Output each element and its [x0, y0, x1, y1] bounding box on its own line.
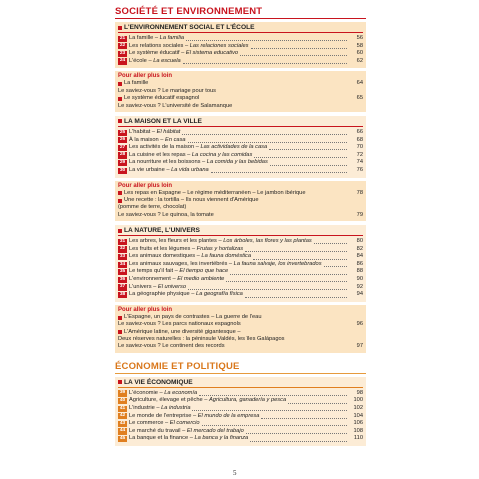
chapter-title: L'ENVIRONNEMENT SOCIAL ET L'ÉCOLE: [124, 24, 255, 31]
chapter-number-badge: 41: [119, 405, 126, 411]
toc-entry[interactable]: [118, 35, 363, 43]
dot-leader: [240, 51, 347, 56]
entry-title-fr: L'économie: [129, 389, 158, 396]
page-ref: 79: [356, 211, 363, 218]
entry-title-es: El hábitat: [156, 128, 181, 135]
more-item[interactable]: [118, 197, 363, 204]
entry-title-es: La cocina y las comidas: [191, 151, 253, 158]
chapter-number-badge: 29: [119, 160, 126, 166]
entry-title-es: El sistema educativo: [185, 50, 239, 57]
page-ref: 96: [356, 321, 363, 328]
chapter-title: LA MAISON ET LA VILLE: [124, 117, 202, 125]
toc-entry[interactable]: [118, 129, 363, 137]
page-ref: 74: [356, 159, 363, 166]
chapter-number-badge: 27: [119, 144, 126, 150]
page-ref: 80: [356, 238, 363, 245]
toc-entry[interactable]: [118, 291, 363, 299]
entry-title: L'industrie – La industria: [129, 404, 191, 411]
chapter-box-economy: [115, 377, 366, 446]
toc-entry[interactable]: [118, 144, 363, 152]
square-icon: [118, 26, 122, 30]
page-ref: 104: [353, 412, 363, 419]
chapter-box-social: [115, 22, 366, 68]
entry-title-fr: À la maison: [129, 136, 159, 143]
entry-title: Le monde de l'entreprise – El mundo de la empresa: [129, 412, 260, 419]
page-ref: 84: [356, 253, 363, 260]
toc-entry[interactable]: [118, 428, 363, 436]
entry-title-es: Agricultura, ganadería y pesca: [209, 397, 287, 404]
more-title: Pour aller plus loin: [118, 182, 173, 189]
square-icon: [118, 229, 122, 233]
entry-title: Agriculture, élevage et pêche – Agricultura, ganadería y pesca: [129, 397, 287, 404]
entry-title-fr: Le commerce: [129, 420, 164, 427]
more-item-text: Les repas en Espagne – Le régime méditerranéen – Le jambon ibérique: [124, 189, 306, 196]
entry-title: L'environnement – El medio ambiente: [129, 276, 225, 283]
toc-entry[interactable]: [118, 261, 363, 269]
toc-entry[interactable]: [118, 390, 363, 398]
chapter-number-badge: 35: [119, 269, 126, 275]
page-ref: 72: [356, 151, 363, 158]
toc-entry[interactable]: [118, 276, 363, 284]
entry-title: Les animaux domestiques – La fauna doméstica: [129, 253, 252, 260]
entry-title: La banque et la finance – La banca y la finanza: [129, 435, 249, 442]
entry-title-fr: L'habitat: [129, 128, 151, 135]
toc-entry[interactable]: [118, 167, 363, 175]
page-ref: 106: [353, 420, 363, 427]
more-item-text: Le système éducatif espagnol: [124, 95, 200, 102]
chapter-number-badge: 42: [119, 413, 126, 419]
entry-title-fr: Le marché du travail: [129, 427, 181, 434]
toc-entry[interactable]: [118, 50, 363, 58]
entry-title: Les activités de la maison – Las actividades de la casa: [129, 144, 268, 151]
entry-title-fr: La banque et la finance: [129, 435, 189, 442]
chapter-number-badge: 26: [119, 137, 126, 143]
entry-title: L'école – La escuela: [129, 57, 181, 64]
entry-title: La famille – La familia: [129, 35, 185, 41]
dot-leader: [254, 153, 347, 158]
page-ref: 78: [356, 189, 363, 196]
entry-title-es: La economía: [164, 389, 198, 396]
chapter-number-badge: 23: [119, 50, 126, 56]
chapter-number-badge: 39: [119, 390, 126, 396]
page-ref: 58: [356, 42, 363, 49]
chapter-number-badge: 45: [119, 436, 126, 442]
dot-leader: [182, 130, 347, 135]
entry-title-fr: Le système éducatif: [129, 50, 180, 57]
dot-leader: [269, 145, 347, 150]
chapter-box-nature: [115, 225, 366, 302]
entry-title-es: El mundo de la empresa: [197, 412, 260, 419]
entry-title-fr: L'industrie: [129, 404, 155, 411]
chapter-number-badge: 43: [119, 420, 126, 426]
chapter-number-badge: 22: [119, 43, 126, 49]
more-item-text: (pomme de terre, chocolat): [118, 204, 187, 211]
page-ref: 98: [356, 389, 363, 396]
entry-title: L'univers – El universo: [129, 283, 187, 290]
page-ref: 64: [356, 80, 363, 87]
entry-title-es: La fauna doméstica: [201, 253, 252, 260]
page-ref: 97: [356, 343, 363, 350]
entry-title: Les animaux sauvages, les invertébrés – La fauna salvaje, los invertebrados: [129, 260, 322, 267]
chapter-number-badge: 44: [119, 428, 126, 434]
dot-leader: [324, 262, 347, 267]
entry-title: La géographie physique – La geografía física: [129, 291, 243, 298]
chapter-box-house: [115, 116, 366, 178]
entry-title-fr: La vie urbaine: [129, 166, 165, 173]
bullet-square-icon: [118, 330, 122, 334]
toc-entry[interactable]: [118, 253, 363, 261]
entry-title: Le commerce – El comercio: [129, 420, 200, 427]
more-item[interactable]: [118, 336, 363, 343]
more-item-text: Une recette : la tortilla – Ils nous viennent d'Amérique: [124, 196, 259, 203]
page-ref: 102: [353, 404, 363, 411]
entry-title-es: La fauna salvaje, los invertebrados: [233, 260, 322, 267]
dot-leader: [226, 277, 347, 282]
dot-leader: [192, 406, 347, 411]
more-item-text: L'Espagne, un pays de contrastes – La guerre de l'eau: [124, 313, 262, 320]
chapter-heading: [118, 227, 363, 236]
chapter-heading: [118, 24, 363, 33]
page-ref: 108: [353, 427, 363, 434]
entry-title-es: La banca y la finanza: [194, 435, 249, 442]
entry-title-es: El medio ambiente: [177, 276, 225, 283]
entry-title-fr: La nourriture et les boissons: [129, 159, 201, 166]
page-ref: 56: [356, 35, 363, 41]
entry-title: Les relations sociales – Las relaciones sociales: [129, 42, 249, 49]
dot-leader: [230, 270, 347, 275]
page-ref: 86: [356, 260, 363, 267]
chapter-number-badge: 28: [119, 152, 126, 158]
more-title: Pour aller plus loin: [118, 73, 173, 80]
entry-title: Le marché du travail – El mercado del trabajo: [129, 427, 244, 434]
entry-title-es: Las actividades de la casa: [200, 144, 268, 151]
toc-entry[interactable]: [118, 268, 363, 276]
chapter-number-badge: 37: [119, 284, 126, 290]
entry-title: La nourriture et les boissons – La comida y las bebidas: [129, 159, 268, 166]
entry-title-fr: Le temps qu'il fait: [129, 268, 174, 275]
more-item[interactable]: [118, 212, 363, 219]
entry-title: La vie urbaine – La vida urbana: [129, 166, 209, 173]
more-item-text: La famille: [124, 80, 149, 87]
toc-entry[interactable]: [118, 435, 363, 443]
toc-entry[interactable]: [118, 159, 363, 167]
entry-title-fr: L'univers: [129, 283, 152, 290]
dot-leader: [251, 44, 347, 49]
square-icon: [118, 119, 122, 123]
entry-title: Le temps qu'il fait – El tiempo que hace: [129, 268, 229, 275]
more-box-house: [115, 181, 366, 222]
page-ref: 100: [353, 397, 363, 404]
dot-leader: [245, 293, 347, 298]
more-box-social: [115, 71, 366, 112]
page-ref: 88: [356, 268, 363, 275]
more-item[interactable]: [118, 103, 363, 110]
chapter-number-badge: 36: [119, 276, 126, 282]
more-item[interactable]: [118, 80, 363, 87]
more-title: Pour aller plus loin: [118, 306, 173, 313]
entry-title-fr: Le monde de l'entreprise: [129, 412, 192, 419]
dot-leader: [250, 437, 347, 442]
entry-title-es: Frutas y hortalizas: [196, 245, 244, 252]
entry-title-es: La familia: [159, 35, 185, 41]
toc-entry[interactable]: [118, 58, 363, 66]
chapter-number-badge: 34: [119, 261, 126, 267]
bullet-square-icon: [118, 199, 122, 203]
page-ref: 82: [356, 245, 363, 252]
entry-title-es: La comida y las bebidas: [206, 159, 268, 166]
dot-leader: [245, 247, 347, 252]
entry-title-es: En casa: [165, 136, 186, 143]
entry-title-es: Las relaciones sociales: [189, 42, 249, 49]
more-item[interactable]: [118, 190, 363, 197]
entry-title-es: El mercado del trabajo: [186, 427, 244, 434]
entry-title: Les arbres, les fleurs et les plantes – Los árboles, las flores y las plantas: [129, 238, 312, 245]
chapter-heading: [118, 379, 363, 388]
page-ref: 94: [356, 291, 363, 298]
more-item-text: L'Amérique latine, une diversité gigantesque –: [124, 328, 241, 335]
entry-title-fr: Les animaux domestiques: [129, 253, 196, 260]
entry-title-es: La vida urbana: [171, 166, 209, 173]
dot-leader: [246, 429, 347, 434]
square-icon: [118, 380, 122, 384]
dot-leader: [199, 391, 347, 396]
entry-title-fr: Les animaux sauvages, les invertébrés: [129, 260, 228, 267]
entry-title: Les fruits et les légumes – Frutas y hortalizas: [129, 245, 244, 252]
more-item-text: Deux réserves naturelles : la péninsule Valdés, les îles Galápagos: [118, 335, 285, 342]
entry-title-es: El universo: [157, 283, 187, 290]
chapter-number-badge: 30: [119, 167, 126, 173]
entry-title-fr: L'école: [129, 57, 147, 64]
entry-title-fr: Les fruits et les légumes: [129, 245, 191, 252]
dot-leader: [211, 168, 347, 173]
chapter-number-badge: 38: [119, 291, 126, 297]
dot-leader: [202, 421, 348, 426]
chapter-number-badge: 21: [119, 35, 126, 41]
entry-title-fr: La famille: [129, 35, 154, 41]
chapter-heading: [118, 118, 363, 127]
entry-title-es: La industria: [161, 404, 191, 411]
more-item-text: Le saviez-vous ? Les parcs nationaux espagnols: [118, 321, 241, 328]
page-ref: 60: [356, 50, 363, 57]
entry-title-es: El tiempo que hace: [179, 268, 229, 275]
entry-title: À la maison – En casa: [129, 136, 186, 143]
dot-leader: [261, 414, 347, 419]
entry-title-es: El comercio: [169, 420, 200, 427]
page-ref: 65: [356, 95, 363, 102]
page-ref: 110: [353, 435, 363, 442]
more-item[interactable]: [118, 88, 363, 95]
more-item-text: Le saviez-vous ? Le continent des records: [118, 343, 225, 350]
bullet-square-icon: [118, 97, 122, 101]
chapter-number-badge: 32: [119, 246, 126, 252]
toc-entry[interactable]: [118, 137, 363, 145]
entry-title-fr: Les relations sociales: [129, 42, 184, 49]
entry-title-fr: La géographie physique: [129, 291, 190, 298]
more-item[interactable]: [118, 343, 363, 350]
entry-title: L'économie – La economía: [129, 389, 198, 396]
toc-entry[interactable]: [118, 413, 363, 421]
dot-leader: [188, 138, 347, 143]
page-ref: 90: [356, 276, 363, 283]
toc-entry[interactable]: [118, 43, 363, 51]
entry-title-fr: Agriculture, élevage et pêche: [129, 397, 203, 404]
bullet-square-icon: [118, 191, 122, 195]
more-item[interactable]: [118, 95, 363, 102]
entry-title: Le système éducatif – El sistema educativo: [129, 50, 239, 57]
dot-leader: [314, 239, 347, 244]
chapter-number-badge: 25: [119, 129, 126, 135]
entry-title-fr: L'environnement: [129, 276, 171, 283]
page-number: 5: [233, 469, 237, 477]
more-item-text: Le saviez-vous ? Le mariage pour tous: [118, 87, 217, 94]
dot-leader: [186, 36, 347, 41]
chapter-number-badge: 40: [119, 398, 126, 404]
entry-title-fr: La cuisine et les repas: [129, 151, 186, 158]
entry-title-fr: Les arbres, les fleurs et les plantes: [129, 238, 217, 245]
chapter-number-badge: 24: [119, 58, 126, 64]
dot-leader: [288, 399, 347, 404]
entry-title: L'habitat – El hábitat: [129, 128, 181, 135]
chapter-title: LA NATURE, L'UNIVERS: [124, 227, 200, 235]
bullet-square-icon: [118, 316, 122, 320]
toc-entry[interactable]: [118, 238, 363, 246]
bullet-square-icon: [118, 82, 122, 86]
more-item-text: Le saviez-vous ? L'université de Salamanque: [118, 102, 233, 109]
more-item[interactable]: [118, 329, 363, 336]
toc-entry[interactable]: [118, 246, 363, 254]
page-ref: 66: [356, 128, 363, 135]
toc-entry[interactable]: [118, 397, 363, 405]
more-item-text: Le saviez-vous ? Le quinoa, la tomate: [118, 211, 214, 218]
dot-leader: [188, 285, 347, 290]
entry-title: La cuisine et les repas – La cocina y las comidas: [129, 151, 253, 158]
chapter-number-badge: 31: [119, 238, 126, 244]
chapter-title: LA VIE ÉCONOMIQUE: [124, 378, 193, 386]
entry-title-es: Los árboles, las flores y las plantas: [223, 238, 312, 245]
entry-title-fr: Les activités de la maison: [129, 144, 195, 151]
page-ref: 62: [356, 57, 363, 64]
entry-title-es: La escuela: [153, 57, 181, 64]
page-ref: 76: [356, 166, 363, 173]
more-box-nature: [115, 305, 366, 353]
section-title-economy: ÉCONOMIE ET POLITIQUE: [115, 361, 366, 374]
entry-title-es: La geografía física: [196, 291, 243, 298]
page-ref: 92: [356, 283, 363, 290]
toc-entry[interactable]: [118, 405, 363, 413]
chapter-number-badge: 33: [119, 253, 126, 259]
dot-leader: [183, 59, 347, 64]
more-item[interactable]: [118, 321, 363, 328]
page-ref: 68: [356, 136, 363, 143]
toc-entry[interactable]: [118, 284, 363, 292]
more-item[interactable]: [118, 204, 363, 211]
dot-leader: [253, 255, 347, 260]
dot-leader: [270, 161, 347, 166]
more-item[interactable]: [118, 314, 363, 321]
page-ref: 70: [356, 144, 363, 151]
toc-entry[interactable]: [118, 420, 363, 428]
section-title-society: SOCIÉTÉ ET ENVIRONNEMENT: [115, 6, 366, 19]
toc-page: [115, 6, 366, 446]
toc-entry[interactable]: [118, 152, 363, 160]
